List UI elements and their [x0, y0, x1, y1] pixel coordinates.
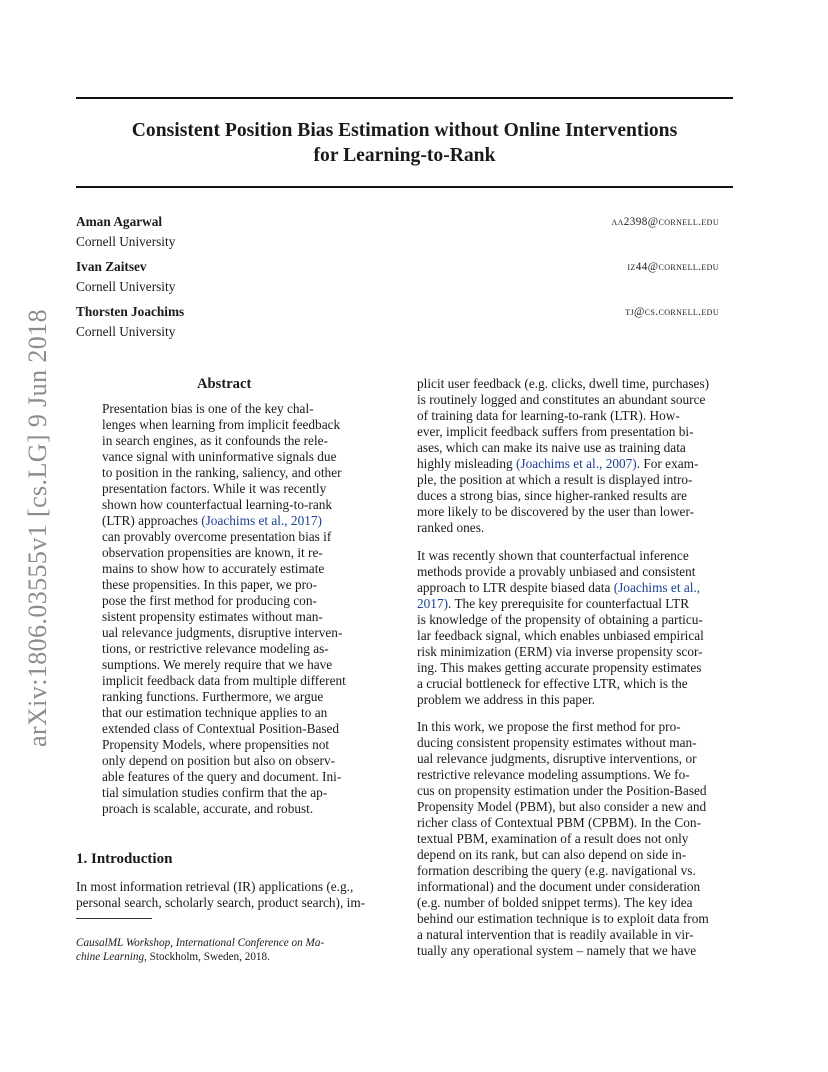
- abstract-line: observation propensities are known, it re-: [102, 545, 323, 560]
- arxiv-identifier[interactable]: arXiv:1806.03555v1 [cs.LG] 9 Jun 2018: [23, 309, 52, 747]
- body-line: In this work, we propose the first method for pro-: [417, 719, 681, 734]
- author-name-2: Ivan Zaitsev: [76, 259, 147, 274]
- body-line: (e.g. number of bolded snippet terms). The key idea: [417, 895, 693, 910]
- body-line: a crucial bottleneck for effective LTR, which is the: [417, 676, 688, 691]
- body-line: is routinely logged and constitutes an abundant source: [417, 392, 706, 407]
- body-line: duces a strong bias, since higher-ranked results are: [417, 488, 688, 503]
- abstract-line: tial simulation studies confirm that the ap-: [102, 785, 328, 800]
- intro-line: In most information retrieval (IR) applications (e.g.,: [76, 879, 354, 894]
- body-line-with-citation: [417, 456, 733, 472]
- author-email-1[interactable]: aa2398@cornell.edu: [611, 216, 719, 228]
- title-line-2: for Learning-to-Rank: [313, 145, 496, 166]
- body-line: ual relevance judgments, disruptive interventions, or: [417, 751, 697, 766]
- body-line: It was recently shown that counterfactual inference: [417, 548, 689, 563]
- body-line: Propensity Model (PBM), but also consider a new and: [417, 799, 707, 814]
- body-line: a natural intervention that is readily available in vir-: [417, 927, 694, 942]
- abstract-line: ranking functions. Furthermore, we argue: [102, 689, 324, 704]
- citation-link[interactable]: (Joachims et al.,: [613, 580, 701, 595]
- paper-title: [76, 118, 733, 168]
- footnote-location: Stockholm, Sweden, 2018.: [146, 951, 270, 963]
- abstract-line: tions, or restrictive relevance modeling as-: [102, 641, 329, 656]
- intro-line: personal search, scholarly search, product search), im-: [76, 895, 366, 910]
- body-line: informational) and the document under consideration: [417, 879, 701, 894]
- abstract-line: able features of the query and document. Ini-: [102, 769, 342, 784]
- abstract-line: sumptions. We merely require that we have: [102, 657, 333, 672]
- abstract-line: Propensity Models, where propensities not: [102, 737, 330, 752]
- footnote-rule: [76, 918, 152, 919]
- body-line-with-citation: [417, 580, 733, 596]
- body-line: ases, which can make its naive use as training data: [417, 440, 686, 455]
- body-line: formation describing the query (e.g. navigational vs.: [417, 863, 696, 878]
- body-line: ever, implicit feedback suffers from presentation bi-: [417, 424, 694, 439]
- author-email-3[interactable]: tj@cs.cornell.edu: [625, 306, 719, 318]
- abstract-line: these propensities. In this paper, we pro-: [102, 577, 318, 592]
- footnote-venue-cont: chine Learning,: [76, 951, 147, 963]
- abstract-line-with-citation: [102, 513, 366, 529]
- abstract-line: that our estimation technique applies to an: [102, 705, 328, 720]
- abstract-line: vance signal with uninformative signals due: [102, 449, 337, 464]
- right-paragraph-2: [417, 548, 733, 708]
- intro-paragraph: [76, 879, 392, 911]
- right-paragraph-1: [417, 376, 733, 536]
- body-line-text: highly misleading: [417, 456, 516, 471]
- body-line-text: approach to LTR despite biased data: [417, 580, 614, 595]
- abstract-line: Presentation bias is one of the key chal-: [102, 401, 314, 416]
- abstract-line: presentation factors. While it was recently: [102, 481, 327, 496]
- author-email-2[interactable]: iz44@cornell.edu: [627, 261, 719, 273]
- body-line-text: . For exam-: [636, 456, 699, 471]
- abstract-line: sistent propensity estimates without man-: [102, 609, 323, 624]
- body-line: richer class of Contextual PBM (CPBM). In the Con-: [417, 815, 702, 830]
- body-line: cus on propensity estimation under the Position-Based: [417, 783, 707, 798]
- author-affiliation-1: Cornell University: [76, 234, 176, 249]
- abstract-body: [102, 401, 366, 817]
- abstract-line: to position in the ranking, saliency, and other: [102, 465, 342, 480]
- abstract-line: shown how counterfactual learning-to-rank: [102, 497, 333, 512]
- arxiv-stamp: [22, 298, 54, 758]
- body-line: is knowledge of the propensity of obtaining a particu-: [417, 612, 703, 627]
- body-line: more likely to be discovered by the user than lower-: [417, 504, 695, 519]
- abstract-line: can provably overcome presentation bias if: [102, 529, 332, 544]
- abstract-line-text: (LTR) approaches: [102, 513, 202, 528]
- right-paragraph-3: [417, 719, 733, 959]
- body-line: problem we address in this paper.: [417, 692, 595, 707]
- body-line: ple, the position at which a result is displayed intro-: [417, 472, 693, 487]
- citation-link[interactable]: 2017): [417, 596, 449, 611]
- abstract-line: lenges when learning from implicit feedback: [102, 417, 341, 432]
- abstract-line: proach is scalable, accurate, and robust.: [102, 801, 314, 816]
- body-line: tually any operational system – namely that we have: [417, 943, 697, 958]
- author-affiliation-3: Cornell University: [76, 324, 176, 339]
- body-line: lar feedback signal, which enables unbiased empirical: [417, 628, 704, 643]
- body-line-with-citation: [417, 596, 733, 612]
- footnote-venue: CausalML Workshop, International Conference on Ma-: [76, 937, 325, 949]
- citation-link[interactable]: (Joachims et al., 2017): [201, 513, 322, 528]
- abstract-line: only depend on position but also on observ-: [102, 753, 336, 768]
- abstract-line: mains to show how to accurately estimate: [102, 561, 325, 576]
- abstract-line: ual relevance judgments, disruptive interven-: [102, 625, 343, 640]
- body-line: plicit user feedback (e.g. clicks, dwell time, purchases): [417, 376, 710, 391]
- author-name-1: Aman Agarwal: [76, 214, 163, 229]
- abstract-heading: Abstract: [197, 376, 252, 392]
- body-line: depend on its rank, but can also depend on side in-: [417, 847, 687, 862]
- body-line: ranked ones.: [417, 520, 485, 535]
- body-line-text: . The key prerequisite for counterfactual LTR: [448, 596, 690, 611]
- body-line: ducing consistent propensity estimates without man-: [417, 735, 697, 750]
- body-line: restrictive relevance modeling assumptions. We fo-: [417, 767, 690, 782]
- section-heading-introduction: 1. Introduction: [76, 851, 173, 867]
- title-top-rule: [76, 97, 733, 99]
- title-line-1: Consistent Position Bias Estimation without Online Interventions: [131, 120, 678, 141]
- abstract-line: pose the first method for producing con-: [102, 593, 317, 608]
- body-line: ing. This makes getting accurate propensity estimates: [417, 660, 702, 675]
- abstract-line: implicit feedback data from multiple different: [102, 673, 346, 688]
- footnote: [76, 936, 392, 964]
- body-line: behind our estimation technique is to exploit data from: [417, 911, 709, 926]
- body-line: methods provide a provably unbiased and consistent: [417, 564, 696, 579]
- title-bottom-rule: [76, 186, 733, 188]
- author-name-3: Thorsten Joachims: [76, 304, 185, 319]
- body-line: textual PBM, examination of a result does not only: [417, 831, 689, 846]
- author-affiliation-2: Cornell University: [76, 279, 176, 294]
- abstract-line: in search engines, as it confounds the rele-: [102, 433, 328, 448]
- abstract-line: extended class of Contextual Position-Based: [102, 721, 340, 736]
- body-line: of training data for learning-to-rank (LTR). How-: [417, 408, 680, 423]
- citation-link[interactable]: (Joachims et al., 2007): [515, 456, 637, 471]
- body-line: risk minimization (ERM) via inverse propensity scor-: [417, 644, 703, 659]
